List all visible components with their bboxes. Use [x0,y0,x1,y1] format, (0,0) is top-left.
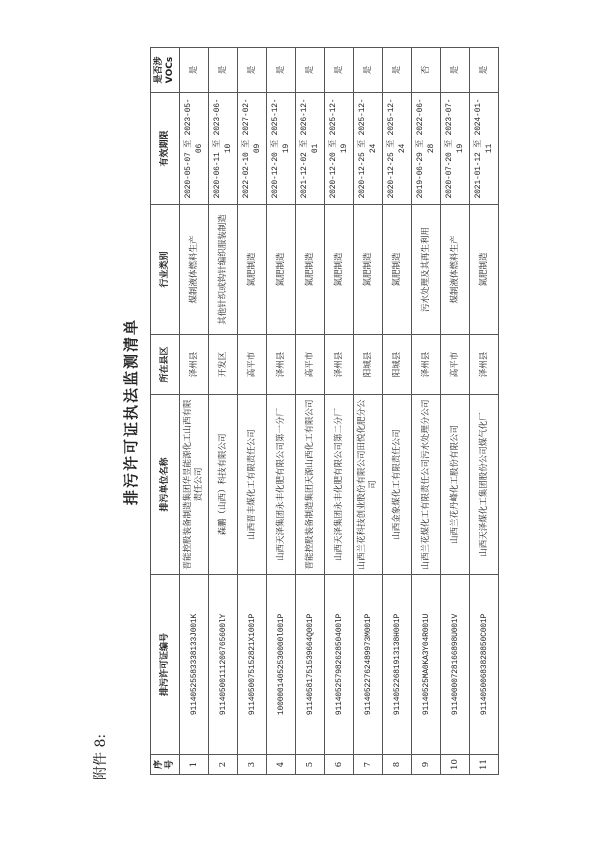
cell-permit: 10000014052530000l001P [267,575,296,755]
cell-no: 8 [383,755,412,775]
cell-industry: 煤制液体燃料生产 [441,205,470,335]
cell-name: 森鹏（山西）科技有限公司 [209,395,238,575]
table-row [412,48,441,775]
cell-name: 晋能控股装备制造集团华昱能源化工山西有限责任公司 [180,395,209,575]
cell-no: 7 [354,755,383,775]
cell-vocs: 是 [180,48,209,93]
cell-county: 泽州县 [180,335,209,395]
header-no: 序号 [151,755,180,775]
cell-county: 开发区 [209,335,238,395]
table-row [325,48,354,775]
cell-county: 高平市 [238,335,267,395]
cell-no: 1 [180,755,209,775]
cell-county: 泽州县 [325,335,354,395]
cell-name: 山西晋丰煤化工有限责任公司 [238,395,267,575]
cell-validity: 2020-12-25 至 2025-12-24 [354,93,383,205]
cell-no: 6 [325,755,354,775]
cell-validity: 2020-12-20 至 2025-12-19 [325,93,354,205]
cell-vocs: 是 [441,48,470,93]
cell-vocs: 是 [209,48,238,93]
header-county: 所在县区 [151,335,180,395]
monitoring-table [150,47,499,775]
cell-validity: 2020-06-11 至 2023-06-10 [209,93,238,205]
cell-name: 晋能控股装备制造集团天源山西化工有限公司 [296,395,325,575]
cell-industry: 氮肥制造 [325,205,354,335]
cell-permit: 91140500683828850C001P [470,575,499,755]
cell-permit: 91140522681913138H001P [383,575,412,755]
cell-no: 2 [209,755,238,775]
cell-permit: 91140522762489973M001P [354,575,383,755]
attachment-label: 附件 8: [93,733,109,780]
cell-industry: 污水处理及其再生利用 [412,205,441,335]
cell-county: 高平市 [441,335,470,395]
table-row [383,48,412,775]
table-row [441,48,470,775]
cell-vocs: 否 [412,48,441,93]
table-row [209,48,238,775]
cell-validity: 2022-02-10 至 2027-02-09 [238,93,267,205]
cell-county: 泽州县 [412,335,441,395]
cell-industry: 氮肥制造 [470,205,499,335]
cell-name: 山西天泽集团永丰化肥有限公司第一分厂 [267,395,296,575]
table-row [354,48,383,775]
cell-county: 阳城县 [383,335,412,395]
cell-industry: 煤制液体燃料生产 [180,205,209,335]
cell-no: 10 [441,755,470,775]
cell-validity: 2020-05-07 至 2023-05-06 [180,93,209,205]
header-row [151,48,180,775]
cell-industry: 氮肥制造 [238,205,267,335]
table-row [470,48,499,775]
cell-validity: 2020-12-25 至 2025-12-24 [383,93,412,205]
cell-validity: 2021-01-12 至 2024-01-11 [470,93,499,205]
cell-no: 3 [238,755,267,775]
cell-vocs: 是 [383,48,412,93]
cell-permit: 91140500751528​21X1001P [238,575,267,755]
cell-vocs: 是 [325,48,354,93]
cell-county: 高平市 [296,335,325,395]
header-validity: 有效期限 [151,93,180,205]
cell-name: 山西天泽煤化工集团股份公司煤气化厂 [470,395,499,575]
cell-validity: 2021-12-02 至 2026-12-01 [296,93,325,205]
table-row [180,48,209,775]
cell-permit: 91140525798262850400lP [325,575,354,755]
cell-permit: 91140525583338133J001K [180,575,209,755]
cell-name: 山西兰花煤化工有限责任公司污水处理分公司 [412,395,441,575]
cell-no: 4 [267,755,296,775]
cell-permit: 91140581751539664Q001P [296,575,325,755]
cell-name: 山西兰花丹峰化工股份有限公司 [441,395,470,575]
cell-vocs: 是 [238,48,267,93]
cell-county: 阳城县 [354,335,383,395]
table-row [296,48,325,775]
cell-permit: 91140000728166898U001V [441,575,470,755]
cell-industry: 氮肥制造 [267,205,296,335]
cell-name: 山西兰花科技创业股份有限公司田悦化肥分公司 [354,395,383,575]
cell-name: 山西天泽集团永丰化肥有限公司第二分厂 [325,395,354,575]
table-row [267,48,296,775]
cell-name: 山西金象煤化工有限责任公司 [383,395,412,575]
cell-county: 泽州县 [267,335,296,395]
cell-no: 9 [412,755,441,775]
cell-industry: 其他针织或钩针编织服装制造 [209,205,238,335]
cell-county: 泽州县 [470,335,499,395]
cell-vocs: 是 [296,48,325,93]
page-title: 排污许可证执法监测清单 [122,318,140,506]
table-row [238,48,267,775]
cell-no: 5 [296,755,325,775]
cell-no: 11 [470,755,499,775]
cell-industry: 氮肥制造 [354,205,383,335]
cell-permit: 91140525MA0KA3Y04R001U [412,575,441,755]
header-permit: 排污许可证编号 [151,575,180,755]
cell-validity: 2019-06-29 至 2022-06-28 [412,93,441,205]
cell-vocs: 是 [470,48,499,93]
header-name: 排污单位名称 [151,395,180,575]
header-industry: 行业类别 [151,205,180,335]
cell-industry: 氮肥制造 [296,205,325,335]
cell-validity: 2020-07-20 至 2023-07-19 [441,93,470,205]
cell-industry: 氮肥制造 [383,205,412,335]
cell-vocs: 是 [267,48,296,93]
header-vocs: 是否涉VOCs [151,48,180,93]
cell-validity: 2020-12-20 至 2025-12-19 [267,93,296,205]
cell-permit: 91140500111206765600lY [209,575,238,755]
cell-vocs: 是 [354,48,383,93]
